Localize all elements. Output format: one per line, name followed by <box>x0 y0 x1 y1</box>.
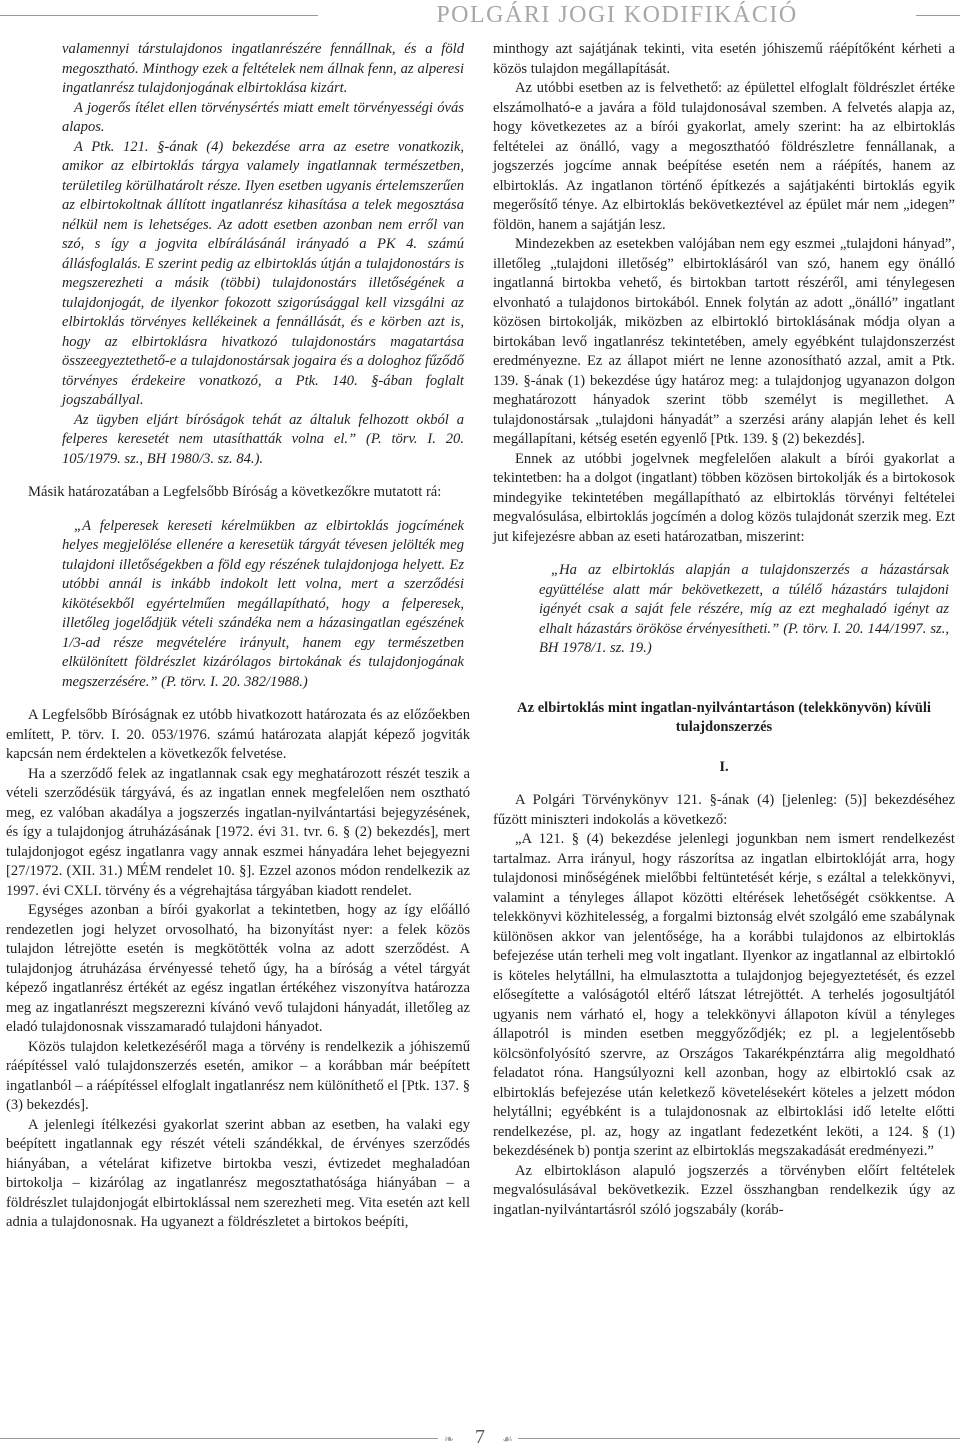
body-paragraph: Ennek az utóbbi jogelvnek megfelelően alakult a bírói gyakorlat a tekintetben: ha a dolgot (ingatlant) többen közösen birtokolják és a birtokosok mindegyike tekintetében megállapítható az elbirtoklás törvényi feltételei megvalósulása, elbirtoklás jogcímén a dolog közös tulajdonát szerzik meg. Ezt jut kifejezésre abban az eseti határozatban, miszerint: <box>493 450 955 545</box>
running-header <box>0 0 960 32</box>
body-paragraph: A Polgári Törvénykönyv 121. §-ának (4) [jelenleg: (5)] bekezdéséhez fűzött miniszteri indokolás a következő: <box>493 792 955 828</box>
header-rule-left <box>0 15 318 16</box>
body-paragraph: A Legfelsőbb Bíróságnak ez utóbb hivatkozott határozata és az előzőekben említett, P. törv. I. 20. 053/1976. számú határozata alapját képező jogviták kapcsán nem érdektelen a következők felvetése. <box>6 707 470 762</box>
section-number: I. <box>719 758 729 775</box>
body-paragraph: Egységes azonban a bírói gyakorlat a tekintetben, hogy az így előálló rendezetlen jogi helyzet orvosolható, ha bizonyítást nyer: a felek közös tulajdon létrejötte esetén is megkötötték volna az adott szerződést. A tulajdonjog átruházása érvényessé tehető úgy, ha a bíróság a vétel tárgyát képező ingatlanrész értékét az egész ingatlan értékéhez viszonyítva határozza meg az ingatlanrészt megszerezni kívánó vevő tulajdoni hányadát, illetőleg az eladó tulajdonosnak visszamaradó tulajdoni hányadot. <box>6 902 470 1035</box>
body-paragraph: Közös tulajdon keletkezéséről maga a törvény is rendelkezik a jóhiszemű ráépítéssel való tulajdonszerzés esetén, amikor – a korábban már beépített ingatlanból – a ráépítéssel elfoglalt ingatlanrész nem különíthető el [Ptk. 137. § (3) bekezdés]. <box>6 1038 470 1113</box>
quote-paragraph: valamennyi társtulajdonos ingatlanrészére fennállnak, és a föld megosztható. Minthogy ezek a feltételek nem állnak fenn, az alperesi ingatlanrész tulajdonjogának elbirtoklása kizárt. <box>62 41 464 96</box>
journal-title: POLGÁRI JOGI KODIFIKÁCIÓ <box>436 2 798 28</box>
quote-paragraph: „A felperesek kereseti kérelmükben az elbirtoklás jogcímének helyes megjelölése ellenére a keresetük tárgyát tévesen jelölték meg tulajdoni illetőségekben a föld egy részének tulajdonjoga helyett. Ez utóbbi annál is inkább indokolt lett volna, mert a szerződési kikötésekből egyértelműen megállapítható, hogy a felperesek, illetőleg jogelődjük vételi szándéka nem a házasingatlan egészének 1/3-ad része megvételére irányult, hanem egy természetben elkülönített földrészlet kizárólagos birtokának és tulajdonjogának megszerzésére.” (P. törv. I. 20. 382/1988.) <box>62 517 464 690</box>
left-column <box>6 40 470 1233</box>
body-paragraph: A jelenlegi ítélkezési gyakorlat szerint abban az esetben, ha valaki egy beépített ingatlannak egy részét vételi szándékkal, de érvényes szerződés hiányában, a vételárat kifizetve birtokba veszi, évtizedet meghaladóan birtokolja – kizárólag az ingatlanrész megosztathatósága hiányában – a földrészlet tulajdonjogát elbirtoklással nem szerezheti meg. Vita esetén azt kell adnia a tulajdonosnak. Ha ugyanezt a földrészletet a birtokos beépíti, <box>6 1116 470 1230</box>
quote-paragraph: „Ha az elbirtoklás alapján a tulajdonszerzés a házastársak együttélése alatt már bekövetkezett, a túlélő házastárs tulajdoni igényét csak a saját fele részére, míg az ezt meghaladó igényt az elhalt házastárs örököse érvényesítheti.” (P. törv. I. 20. 144/1997. sz., BH 1978/1. sz. 19.) <box>539 562 949 656</box>
body-paragraph: Az utóbbi esetben az is felvethető: az épülettel elfoglalt földrészlet értéke elszámolható-e a javára a föld tulajdonosával szemben. A felvetés alapja az, hogy következetes az a bírói gyakorlat, amely szerint: ha az elbirtoklás feltételei az önálló, vagy a megoszthatóó földrészletre fennállanak, a jogszerzés jogcíme annak beépítése esetén nem a ráépítés, hanem az elbirtoklás. Az ingatlanon történő építkezés a sajátjakénti birtoklás egyik megerősítő ténye. Az elbirtoklás bekövetkeztével az épület már nem „idegen” földön, hanem a sajátján lesz. <box>493 80 955 233</box>
page-footer <box>0 1424 960 1451</box>
quote-paragraph: Az ügyben eljárt bíróságok tehát az általuk felhozott okból a felperes keresetét nem utasíthatták volna el.” (P. törv. I. 20. 105/1979. sz., BH 1980/3. sz. 84.). <box>62 411 464 467</box>
court-quote-3 <box>493 561 955 659</box>
body-paragraph: „A 121. § (4) bekezdése jelenlegi jogunkban nem ismert rendelkezést tartalmaz. Arra irányul, hogy rászorítsa az ingatlan elbirtoklóját arra, hogy tulajdonosi minőségének mielőbbi feltüntetését kérje, s ezáltal a telekkönyvi, valamint a tényleges állapot közötti eltérések lehetőségét csökkentse. A telekkönyvi közhitelesség, a forgalmi biztonság elvét szolgáló eme szabálynak különösen akkor van jelentősége, ha a korábbi tulajdonos az elbirtoklás befejezése után terheli meg volt ingatlant. Ilyenkor az ingatlannal az elbirtokló is köteles helytállni, ha elmulasztotta a tulajdonjog bejegyeztetését, és ezzel elősegítette a valóságotól eltérő látszat létrejöttét. A terhelés jogosultjától ugyanis nem várható el, hogy a telekkönyvi állapoton kívül a tényleges állapotról is minden esetben meggyőződjék; ez pl. a legjelentősebb kölcsönfolyósító szervre, az Országos Takarékpénztárra alig megoldható feladatot róna. Hangsúlyozni kell azonban, hogy az elbirtokló csak az elbirtoklás befejezése után keletkező követelésekért köteles a jelzett módon helytállni; egyébként is a tulajdonosnak az elbirtoklási idő letelte előtti rendelkezése, pl. az, hogy az ingatlant fedezetként leköti, a 124. § (1) bekezdésének b) pontja szerint az elbirtoklás megszakadását eredményezi.” <box>493 831 955 1159</box>
footer-rule-right <box>518 1438 960 1439</box>
header-rule-right <box>916 15 960 16</box>
body-paragraph: minthogy azt sajátjának tekinti, vita esetén jóhiszemű ráépítőként kérheti a közös tulajdon megállapítását. <box>493 41 955 77</box>
quote-paragraph: A Ptk. 121. §-ának (4) bekezdése arra az esetre vonatkozik, amikor az elbirtoklás tárgya valamely ingatlannak természetben, területileg körülhatárolt része. Ilyen esetben ugyanis értelemszerűen az elbirtokoltnak állított ingatlanrész kihasítása a telek megosztása nélkül nem is lehetséges. Az adott esetben azonban nem erről van szó, s így a jogvita elbírálásánál irányadó a PK 4. számú állásfoglalás. E szerint pedig az elbirtoklás útján a tulajdonostárs is megszerezheti a másik (többi) tulajdonostárs illetőségének a tulajdonjogát, de ilyenkor fokozott szigorúsággal kell vizsgálni az elbirtoklás törvényes kellékeinek a fennállását, és e körben azt is, hogy az elbirtoklásra hivatkozó tulajdonostárs magatartása összeegyeztethető-e a tulajdonostársak jogaira és a dologhoz fűződő törvényes érdekeire vonatkozó, a Ptk. 140. §-ában foglalt jogszabállyal. <box>62 138 464 408</box>
page-number: 7 <box>475 1426 485 1448</box>
intro-paragraph: Másik határozatában a Legfelsőbb Bíróság a következőkre mutatott rá: <box>28 484 442 500</box>
leaf-ornament-icon: ❧ <box>444 1432 455 1446</box>
footer-rule-left <box>0 1438 438 1439</box>
quote-paragraph: A jogerős ítélet ellen törvénysértés miatt emelt törvényességi óvás alapos. <box>62 99 464 135</box>
section-heading: Az elbirtoklás mint ingatlan-nyilvántartáson (telekkönyvön) kívüli tulajdonszerzés <box>517 699 931 735</box>
court-quote-1 <box>6 40 470 469</box>
body-paragraph: Az elbirtokláson alapuló jogszerzés a törvényben előírt feltételek megvalósulásával bekövetkezik. Ezzel összhangban rendelkezik úgy az ingatlan-nyilvántartásról szóló jogszabály (koráb- <box>493 1162 955 1218</box>
leaf-ornament-icon: ☙ <box>502 1432 513 1446</box>
body-paragraph: Mindezekben az esetekben valójában nem egy eszmei „tulajdoni hányad”, illetőleg „tulajdoni illetőség” elbirtoklásáról van szó, hanem egy önálló ingatlanná birtokba vehető, és birtokban tartott részéről, ami ténylegesen elvonható a tulajdonos birtokából. Ennek folytán az adott „önálló” ingatlant közösen birtokolják, miközben az elbirtokló birtoklásának módja olyan a birtokában levő ingatlanrész tekintetében, amely egyébként tulajdonszerzést eredményezne. Ez az állapot miért ne lenne azonosítható azzal, amit a Ptk. 139. §-ának (1) bekezdése úgy határoz meg: a tulajdonjog ugyanazon dolgon meghatározott hányadok szerint több személyt is megillethet. A tulajdonostársak „tulajdoni hányadát” a szerzési arány alapján lehet és kell megállapítani, kétség esetén egyenlő [Ptk. 139. § (2) bekezdés]. <box>493 236 955 447</box>
right-column <box>493 40 955 1220</box>
body-paragraph: Ha a szerződő felek az ingatlannak csak egy meghatározott részét teszik a vételi szerződésük tárgyává, és az ingatlan ennek megfelelően nem osztható meg, ez valóban akadálya a jogszerzés ingatlan-nyilvántartási bejegyzésének, és így a tulajdonjog átruházásának [1972. évi 31. tvr. 6. § (2) bekezdés], mert tulajdonjogot egész ingatlanra vagy annak eszmei hányadára lehet bejegyezni [27/1972. (XII. 31.) MÉM rendelet 10. §]. Ezzel azonos módon rendelkezik az 1997. évi CXLI. törvény és a végrehajtása tárgyában kiadott rendelet. <box>6 765 470 899</box>
court-quote-2 <box>6 517 470 693</box>
